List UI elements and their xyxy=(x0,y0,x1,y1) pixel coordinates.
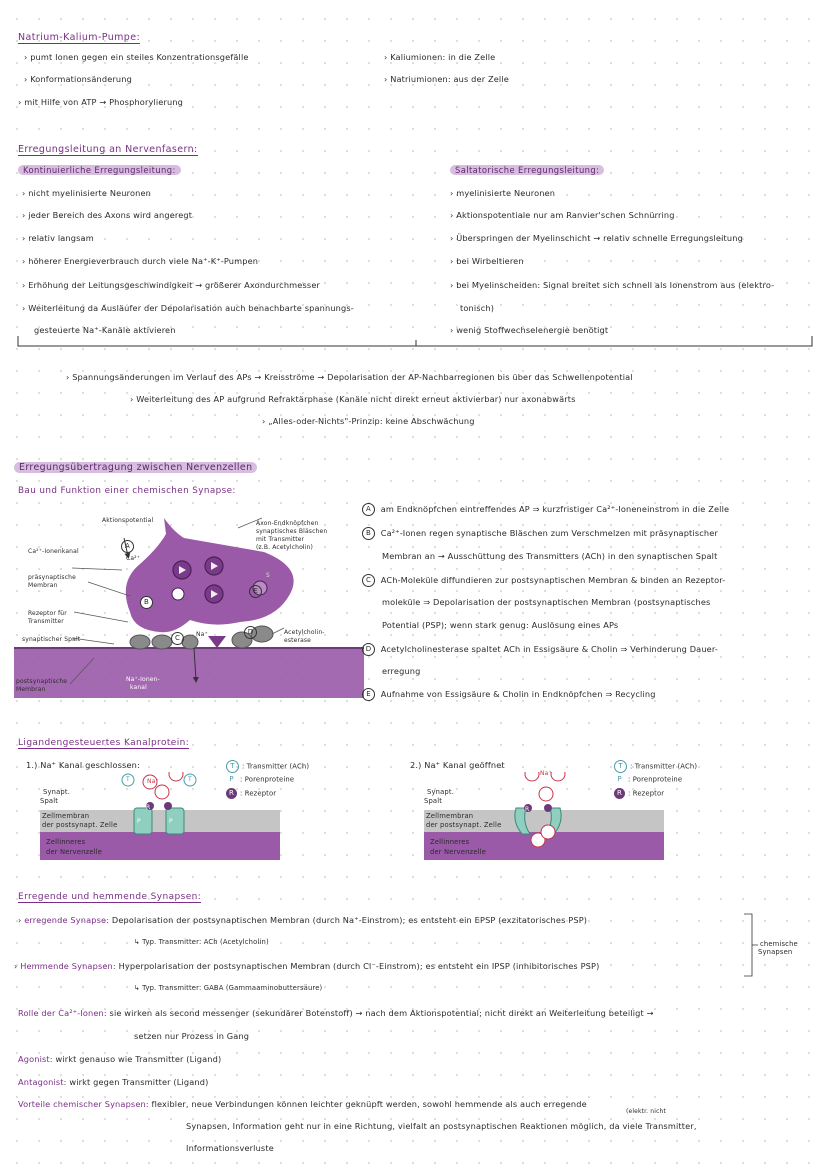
step-a: A am Endknöpfchen eintreffendes AP ⇒ kurzfristiger Ca²⁺-Ioneneinstrom in die Zelle xyxy=(362,503,729,516)
step-e: E Aufnahme von Essigsäure & Cholin in Endknöpfchen ⇒ Recycling xyxy=(362,688,656,701)
salt-3: › Überspringen der Myelinschicht → relativ schnelle Erregungsleitung xyxy=(450,233,743,243)
label-transmitter: Transmitter xyxy=(28,618,64,625)
cont-6: › Weiterleitung da Ausläufer der Depolarisation auch benachbarte spannungs- xyxy=(22,303,354,313)
nakp-right-1: › Kaliumionen: in die Zelle xyxy=(384,52,496,62)
legend-right-r: R : Rezeptor xyxy=(614,788,664,799)
spalt-right-2: Spalt xyxy=(424,797,443,805)
vorteile-2: Synapsen, Information geht nur in eine Richtung, vielfalt an postsynaptischen Reaktionen möglich, da viele Transmitter, xyxy=(186,1121,697,1131)
label-na: Na⁺ xyxy=(196,631,208,638)
nakp-point-1: › pumt Ionen gegen ein steiles Konzentrationsgefälle xyxy=(24,52,249,62)
spalt-right-1: Synapt. xyxy=(427,788,454,796)
diagram-letter-s: S xyxy=(266,572,270,579)
zi-left-2: der Nervenzelle xyxy=(46,848,102,856)
heading-liganden: Ligandengesteuertes Kanalprotein: xyxy=(18,738,190,748)
hemmende-transmitter: ↳ Typ. Transmitter: GABA (Gammaaminobuttersäure) xyxy=(134,984,323,992)
heading-kontinuierlich: Kontinuierliche Erregungsleitung: xyxy=(18,165,181,175)
heading-nakp: Natrium-Kalium-Pumpe: xyxy=(18,32,141,43)
cont-1: › nicht myelinisierte Neuronen xyxy=(22,188,151,198)
label-praesyn: präsynaptische xyxy=(28,574,76,581)
salt-6: tonisch) xyxy=(460,303,495,313)
diagram-letter-d: D xyxy=(244,626,260,639)
heading-synapse: Erregungsübertragung zwischen Nervenzellen xyxy=(14,462,257,473)
diagram-letter-a: A xyxy=(121,540,137,553)
label-axon-endknoepfchen: Axon-Endknöpfchen xyxy=(256,520,319,527)
salt-5: › bei Myelinscheiden: Signal breitet sich schnell als Ionenstrom aus (elektro- xyxy=(450,280,775,290)
label-kanal: kanal xyxy=(130,684,147,691)
zm-right-2: der postsynapt. Zelle xyxy=(426,821,502,829)
rezeptor-label-right: R xyxy=(525,806,530,813)
cont-7: gesteuerte Na⁺-Kanäle aktivieren xyxy=(34,325,176,335)
step-b: B Ca²⁺-Ionen regen synaptische Bläschen zum Verschmelzen mit präsynaptischer xyxy=(362,527,718,540)
bracket-label-1: chemische xyxy=(760,940,798,948)
label-spalt: synaptischer Spalt xyxy=(22,636,81,643)
zi-right-1: Zellinneres xyxy=(430,838,470,846)
cont-2: › jeder Bereich des Axons wird angeregt xyxy=(22,210,193,220)
liganden-right-title: 2.) Na⁺ Kanal geöffnet xyxy=(410,760,505,770)
erregende-row: › erregende Synapse: Depolarisation der postsynaptischen Membran (durch Na⁺-Einstrom); es entsteht ein EPSP (exzitatorisches PSP) xyxy=(18,915,588,925)
label-ca: Ca²⁺ xyxy=(126,555,141,562)
salt-4: › bei Wirbeltieren xyxy=(450,256,524,266)
label-esterase: esterase xyxy=(284,637,312,644)
nakp-point-3: › mit Hilfe von ATP → Phosphorylierung xyxy=(18,97,184,107)
cont-5: › Erhöhung der Leitungsgeschwindigkeit → größerer Axondurchmesser xyxy=(22,280,321,290)
salt-2: › Aktionspotentiale nur am Ranvier'schen Schnürring xyxy=(450,210,675,220)
label-postsyn: postsynaptische xyxy=(16,678,68,685)
zm-right-1: Zellmembran xyxy=(426,812,474,820)
na-label-left: Na⁺ xyxy=(147,778,159,785)
diagram-letter-c: C xyxy=(171,632,187,645)
vorteile: Vorteile chemischer Synapsen: flexibler, neue Verbindungen können leichter geknüpft werden, sowohl hemmende als auch erregende xyxy=(18,1099,587,1109)
agonist: Agonist: wirkt genauso wie Transmitter (Ligand) xyxy=(18,1054,222,1064)
hemmende-row: › Hemmende Synapsen: Hyperpolarisation der postsynaptischen Membran (durch Cl⁻-Einstrom); es entsteht ein IPSP (inhibitorisches PSP) xyxy=(14,961,600,971)
spalt-left-2: Spalt xyxy=(40,797,59,805)
section-divider xyxy=(16,334,816,352)
label-membran: Membran xyxy=(28,582,58,589)
label-ache: Acetylcholin- xyxy=(284,629,325,636)
transmitter-label-t2: T xyxy=(188,776,192,783)
label-membran2: Membran xyxy=(16,686,46,693)
bracket-label-2: Synapsen xyxy=(758,948,793,956)
transmitter-label-t1: T xyxy=(126,776,130,783)
pore-label-p2: P xyxy=(169,818,173,825)
heading-erregende: Erregende und hemmende Synapsen: xyxy=(18,892,202,902)
subheading-synapse: Bau und Funktion einer chemischen Synapse: xyxy=(18,486,236,496)
antagonist: Antagonist: wirkt gegen Transmitter (Ligand) xyxy=(18,1077,209,1087)
pore-label-p1: P xyxy=(137,818,141,825)
zi-left-1: Zellinneres xyxy=(46,838,86,846)
erreg-center-3: › „Alles-oder-Nichts"-Prinzip: keine Abschwächung xyxy=(262,416,475,426)
label-zb: (z.B. Acetylcholin) xyxy=(256,544,313,551)
diagram-letter-b: B xyxy=(140,596,156,609)
diagram-letter-e: E xyxy=(249,585,265,598)
legend-right-t: T : Transmitter (ACh) xyxy=(614,760,697,773)
heading-erregungsleitung: Erregungsleitung an Nervenfasern: xyxy=(18,144,198,155)
step-c: C ACh-Moleküle diffundieren zur postsynaptischen Membran & binden an Rezeptor- xyxy=(362,574,725,587)
nakp-right-2: › Natriumionen: aus der Zelle xyxy=(384,74,509,84)
label-ca-kanal: Ca²⁺-Ionenkanal xyxy=(28,548,79,555)
bracket-chemische xyxy=(744,912,758,978)
cont-4: › höherer Energieverbrauch durch viele Na⁺-K⁺-Pumpen xyxy=(22,256,259,266)
label-aktionspotential: Aktionspotential xyxy=(102,517,154,524)
label-rezeptor: Rezeptor für xyxy=(28,610,67,617)
vorteile-3: Informationsverluste xyxy=(186,1143,274,1153)
legend-left-t: T : Transmitter (ACh) xyxy=(226,760,309,773)
legend-left-p: P : Porenproteine xyxy=(229,775,295,784)
ca-rolle: Rolle der Ca²⁺-Ionen: sie wirken als second messenger (sekundärer Botenstoff) → nach dem Aktionspotential; nicht direkt an Weiterleitung beteiligt → xyxy=(18,1008,654,1018)
step-b-2: Membran an → Ausschüttung des Transmitters (ACh) in den synaptischen Spalt xyxy=(382,551,718,561)
salt-7: › wenig Stoffwechselenergie benötigt xyxy=(450,325,609,335)
salt-1: › myelinisierte Neuronen xyxy=(450,188,556,198)
step-c-2: moleküle ⇒ Depolarisation der postsynaptischen Membran (postsynaptisches xyxy=(382,597,711,607)
liganden-left-title: 1.) Na⁺ Kanal geschlossen: xyxy=(26,760,140,770)
cont-3: › relativ langsam xyxy=(22,233,94,243)
heading-saltatorisch: Saltatorische Erregungsleitung: xyxy=(450,165,604,175)
step-c-3: Potential (PSP); wenn stark genug: Auslösung eines APs xyxy=(382,620,619,630)
erreg-center-1: › Spannungsänderungen im Verlauf des APs → Kreisströme → Depolarisation der AP-Nachbarregionen bis über das Schwellenpotential xyxy=(66,372,633,382)
legend-left-r: R : Rezeptor xyxy=(226,788,276,799)
ca-rolle-2: setzen nur Prozess in Gang xyxy=(134,1031,250,1041)
zm-left-2: der postsynapt. Zelle xyxy=(42,821,118,829)
nakp-point-2: › Konformationsänderung xyxy=(24,74,132,84)
spalt-left-1: Synapt. xyxy=(43,788,70,796)
erreg-center-2: › Weiterleitung des AP aufgrund Refraktärphase (Kanäle nicht direkt erneut aktivierbar) nur axonabwärts xyxy=(130,394,576,404)
erregende-transmitter: ↳ Typ. Transmitter: ACh (Acetylcholin) xyxy=(134,938,269,946)
label-na-kanal: Na⁺-Ionen- xyxy=(126,676,160,683)
step-d: D Acetylcholinesterase spaltet ACh in Essigsäure & Cholin ⇒ Verhinderung Dauer- xyxy=(362,643,718,656)
zm-left-1: Zellmembran xyxy=(42,812,90,820)
step-d-2: erregung xyxy=(382,666,421,676)
zi-right-2: der Nervenzelle xyxy=(430,848,486,856)
rezeptor-label-left: R xyxy=(146,804,151,811)
label-blaeschen: synaptisches Bläschen xyxy=(256,528,328,535)
label-mit-transmitter: mit Transmitter xyxy=(256,536,305,543)
legend-right-p: P : Porenproteine xyxy=(617,775,683,784)
na-label-right: Na⁺ xyxy=(540,770,552,777)
vorteile-elektr: (elektr. nicht xyxy=(626,1108,666,1115)
